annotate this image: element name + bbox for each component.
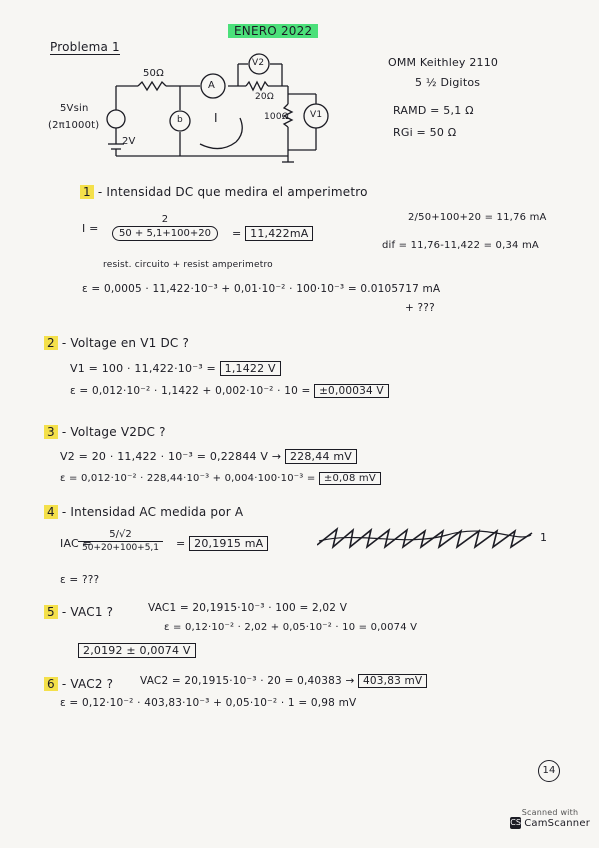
s2-calc: V1 = 100 · 11,422·10⁻³ = 1,1422 V bbox=[70, 362, 281, 375]
v2-symbol: V2 bbox=[252, 58, 265, 68]
camscanner-brand: CamScanner bbox=[524, 817, 590, 829]
ammeter-resistance: RAMD = 5,1 Ω bbox=[393, 104, 474, 117]
camscanner-logo-icon: CS bbox=[510, 818, 521, 827]
s5-result: 2,0192 ± 0,0074 V bbox=[78, 644, 196, 657]
meter-model: OMM Keithley 2110 bbox=[388, 56, 499, 69]
resistor-20-label: 20Ω bbox=[255, 92, 274, 102]
section-1-heading: 1 - Intensidad DC que medira el amperimetro bbox=[80, 185, 368, 199]
s4-lhs: IAC = bbox=[60, 537, 92, 550]
current-label: I bbox=[214, 111, 218, 125]
s4-fraction: $\frac{5/√2}{50+20+100+5,1}$ bbox=[78, 529, 163, 553]
camscanner-watermark bbox=[510, 808, 590, 829]
b-symbol: b bbox=[177, 115, 183, 125]
crossed-out-scribble bbox=[317, 525, 567, 551]
scribble-tail: 1 bbox=[540, 531, 548, 544]
source-resistance: RGi = 50 Ω bbox=[393, 126, 457, 139]
resistor-50-label: 50Ω bbox=[143, 68, 164, 79]
s1-diff: dif = 11,76-11,422 = 0,34 mA bbox=[382, 240, 539, 251]
source-label: 5Vsin bbox=[60, 103, 89, 114]
s5-error: ε = 0,12·10⁻² · 2,02 + 0,05·10⁻² · 10 = 0,0074 V bbox=[164, 622, 418, 633]
s4-error: ε = ??? bbox=[60, 574, 100, 586]
page-number: 14 bbox=[538, 760, 560, 782]
section-2-heading: 2 - Voltage en V1 DC ? bbox=[44, 336, 189, 350]
v1-symbol: V1 bbox=[310, 110, 323, 120]
meter-digits: 5 ½ Digitos bbox=[415, 76, 481, 89]
s1-error: ε = 0,0005 · 11,422·10⁻³ + 0,01·10⁻² · 100·10⁻³ = 0.0105717 mA bbox=[82, 283, 441, 295]
s3-error: ε = 0,012·10⁻² · 228,44·10⁻³ + 0,004·100·10⁻³ = ±0,08 mV bbox=[60, 473, 381, 484]
s4-result: = 20,1915 mA bbox=[176, 537, 268, 550]
s5-calc: VAC1 = 20,1915·10⁻³ · 100 = 2,02 V bbox=[148, 602, 348, 614]
s1-check: 2/50+100+20 = 11,76 mA bbox=[408, 212, 547, 223]
s1-fraction: $\frac{2}{50 + 5,1+100+20}$ bbox=[112, 214, 218, 241]
source-freq-label: (2π1000t) bbox=[48, 120, 100, 131]
section-5-heading: 5 - VAC1 ? bbox=[44, 605, 113, 619]
date-title: ENERO 2022 bbox=[228, 24, 318, 38]
problem-title: Problema 1 bbox=[50, 40, 120, 54]
resistor-100-label: 100Ω bbox=[264, 112, 289, 122]
s6-error: ε = 0,12·10⁻² · 403,83·10⁻³ + 0,05·10⁻² · 1 = 0,98 mV bbox=[60, 697, 357, 709]
s2-error: ε = 0,012·10⁻² · 1,1422 + 0,002·10⁻² · 10 = ±0,00034 V bbox=[70, 385, 389, 397]
section-4-heading: 4 - Intensidad AC medida por A bbox=[44, 505, 243, 519]
section-3-heading: 3 - Voltage V2DC ? bbox=[44, 425, 166, 439]
scanned-with-label: Scanned with bbox=[521, 808, 579, 817]
s3-calc: V2 = 20 · 11,422 · 10⁻³ = 0,22844 V → 228,44 mV bbox=[60, 450, 357, 463]
s6-calc: VAC2 = 20,1915·10⁻³ · 20 = 0,40383 → 403,83 mV bbox=[140, 675, 427, 687]
s1-result: = 11,422mA bbox=[232, 227, 313, 240]
circuit-diagram bbox=[48, 52, 338, 164]
dc-source-label: 2V bbox=[122, 136, 136, 147]
s1-error-extra: + ??? bbox=[405, 302, 435, 314]
ammeter-symbol: A bbox=[208, 80, 216, 91]
s1-current-symbol: I = bbox=[82, 222, 99, 235]
section-6-heading: 6 - VAC2 ? bbox=[44, 677, 113, 691]
s1-note: resist. circuito + resist amperimetro bbox=[103, 260, 273, 270]
